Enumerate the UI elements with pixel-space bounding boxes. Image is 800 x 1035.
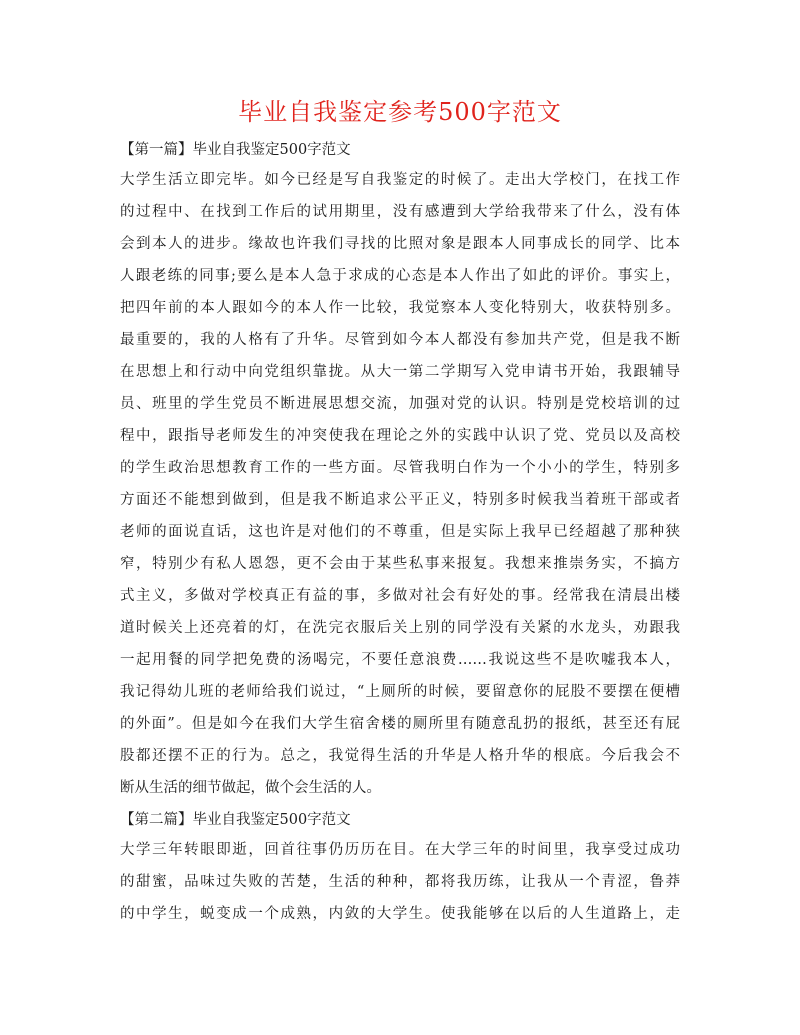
text-line: 道时候关上还亮着的灯，在洗完衣服后关上别的同学没有关紧的水龙头，劝跟我: [120, 620, 680, 636]
text-line: 断从生活的细节做起，做个会生活的人。: [120, 780, 381, 796]
text-line: 大学生活立即完毕。如今已经是写自我鉴定的时候了。走出大学校门，在找工作: [120, 172, 680, 188]
text-line: 的过程中、在找到工作后的试用期里，没有感遭到大学给我带来了什么，没有体: [120, 204, 680, 220]
text-line: 式主义，多做对学校真正有益的事，多做对社会有好处的事。经常我在清晨出楼: [120, 588, 680, 604]
text-line: 方面还不能想到做到，但是我不断追求公平正义，特别多时候我当着班干部或者: [120, 492, 680, 508]
text-line: 的甜蜜，品味过失败的苦楚，生活的种种，都将我历练，让我从一个青涩，鲁莽: [120, 874, 680, 890]
text-line: 老师的面说直话，这也许是对他们的不尊重，但是实际上我早已经超越了那种狭: [120, 524, 680, 540]
section-2: [120, 806, 680, 930]
text-line: 在思想上和行动中向党组织靠拢。从大一第二学期写入党申请书开始，我跟辅导: [120, 364, 680, 380]
section-1-body: [120, 164, 680, 804]
section-1: [120, 136, 680, 804]
text-line: 员、班里的学生党员不断进展思想交流，加强对党的认识。特别是党校培训的过: [120, 396, 680, 412]
text-line: 大学三年转眼即逝，回首往事仍历历在目。在大学三年的时间里，我享受过成功: [120, 842, 680, 858]
text-line: 程中，跟指导老师发生的冲突使我在理论之外的实践中认识了党、党员以及高校: [120, 428, 680, 444]
text-line: 的中学生，蜕变成一个成熟，内敛的大学生。使我能够在以后的人生道路上，走: [120, 906, 680, 922]
text-line: 股都还摆不正的行为。总之，我觉得生活的升华是人格升华的根底。今后我会不: [120, 748, 680, 764]
text-line: 我记得幼儿班的老师给我们说过，“上厕所的时候，要留意你的屁股不要摆在便槽: [120, 684, 680, 700]
text-line: 的外面”。但是如今在我们大学生宿舍楼的厕所里有随意乱扔的报纸，甚至还有屁: [120, 716, 680, 732]
text-line: 最重要的，我的人格有了升华。尽管到如今本人都没有参加共产党，但是我不断: [120, 332, 680, 348]
text-line: 会到本人的进步。缘故也许我们寻找的比照对象是跟本人同事成长的同学、比本: [120, 236, 680, 252]
document-page: [120, 92, 680, 930]
section-heading: 【第一篇】毕业自我鉴定500字范文: [120, 142, 351, 158]
text-line: 窄，特别少有私人恩怨，更不会由于某些私事来报复。我想来推崇务实，不搞方: [120, 556, 680, 572]
section-heading: 【第二篇】毕业自我鉴定500字范文: [120, 812, 351, 828]
text-line: 一起用餐的同学把免费的汤喝完，不要任意浪费……我说这些不是吹嘘我本人，: [120, 652, 680, 668]
section-2-body: [120, 834, 680, 930]
document-title: 毕业自我鉴定参考500字范文: [238, 98, 562, 126]
text-line: 人跟老练的同事;要么是本人急于求成的心态是本人作出了如此的评价。事实上，: [120, 268, 680, 284]
text-line: 把四年前的本人跟如今的本人作一比较，我觉察本人变化特别大，收获特别多。: [120, 300, 680, 316]
text-line: 的学生政治思想教育工作的一些方面。尽管我明白作为一个小小的学生，特别多: [120, 460, 680, 476]
